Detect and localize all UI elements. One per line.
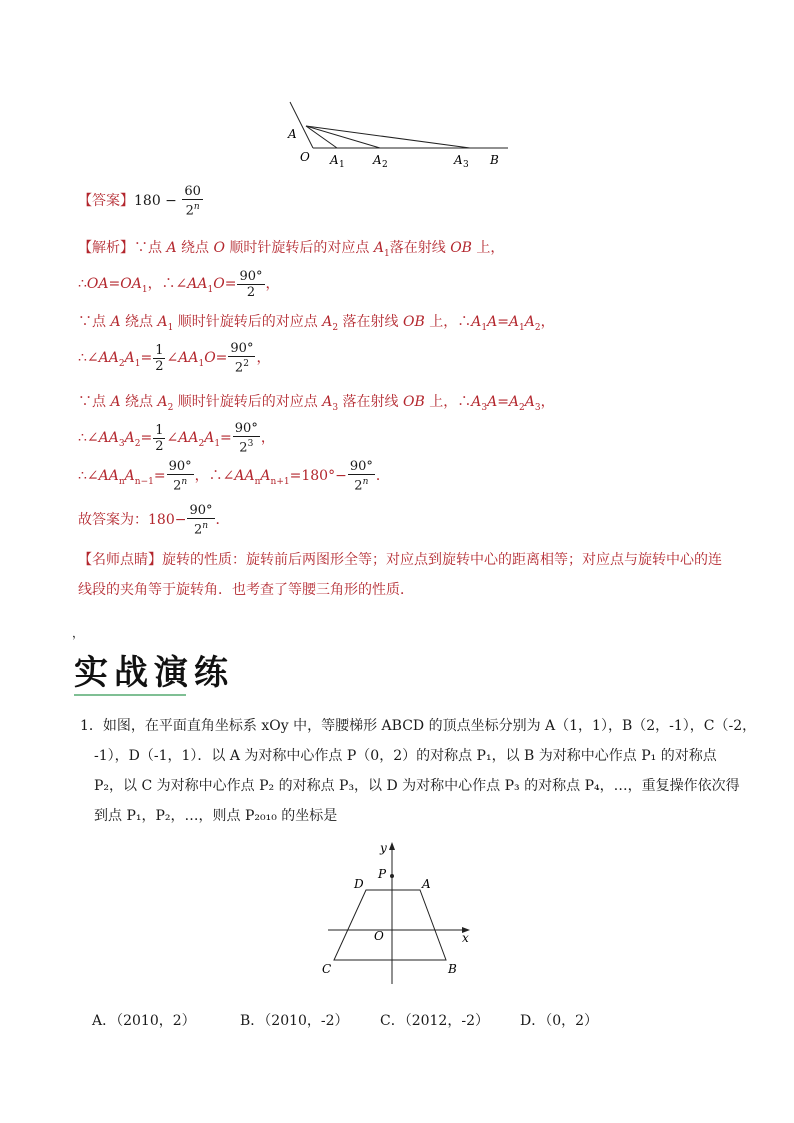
point-p: [390, 874, 394, 878]
section-title: 实战演练: [74, 653, 234, 693]
coordinate-figure: [320, 838, 480, 988]
option-a[interactable]: A．（2010，2）: [92, 1013, 196, 1029]
fraction-90-2cube: $\frac{90^\circ}{2^3}$: [234, 420, 258, 456]
label-a3-sub: 3: [463, 160, 469, 170]
label-b: B: [490, 153, 499, 167]
label-d: D: [354, 877, 364, 891]
question-line-4: 到点 P₁，P₂，…，则点 P₂₀₁₀ 的坐标是: [94, 808, 338, 824]
label-o: O: [300, 150, 310, 164]
label-a1-sub: 1: [339, 160, 345, 170]
tip-line-2: 线段的夹角等于旋转角．也考查了等腰三角形的性质．: [78, 582, 414, 598]
label-a2-sub: 2: [382, 160, 388, 170]
analysis-line-6: $\therefore\angle AA_3A_2=$ $\frac{1}{2}$ $\angle AA_2A_1=$ $\frac{90^\circ}{2^3}$ ，: [78, 420, 275, 456]
rotation-figure: [280, 98, 520, 178]
section-underline: [74, 694, 186, 696]
analysis-line-2: $\therefore OA=OA_1$，$\therefore\angle AA_1O=$ $\frac{90^\circ}{2}$ ，: [78, 268, 280, 300]
analysis-line-3: ∵点 A 绕点 $A_1$ 顺时针旋转后的对应点 $A_2$ 落在射线 OB 上，$\therefore A_1A=A_1A_2$，: [78, 314, 555, 333]
trapezoid-abcd: [334, 890, 446, 960]
label-a: A: [422, 877, 431, 891]
answer-line: [78, 184, 204, 218]
fraction-90-2: $\frac{90^\circ}{2}$: [239, 268, 263, 300]
analysis-line-5: ∵点 A 绕点 $A_2$ 顺时针旋转后的对应点 $A_3$ 落在射线 OB 上，$\therefore A_3A=A_2A_3$，: [78, 394, 555, 413]
label-p: P: [378, 867, 387, 881]
analysis-line-7: $\therefore\angle AA_nA_{n-1}=$ $\frac{90^\circ}{2^n}$ ，$\therefore\angle AA_nA_{n+1}=180^\circ-$ $\frac{90^\circ}{2^n}$ ．: [78, 458, 390, 494]
segment-a-a3: [306, 126, 470, 148]
label-a2: A: [373, 153, 382, 167]
question-line-2: -1），D（-1，1）．以 A 为对称中心作点 P（0，2）的对称点 P₁，以 B 为对称中心作点 P₁ 的对称点: [94, 748, 717, 764]
label-x: x: [462, 931, 469, 945]
fraction-90-2sq: $\frac{90^\circ}{2^2}$: [230, 340, 254, 376]
tip-line-1: 【名师点睛】旋转的性质：旋转前后两图形全等；对应点到旋转中心的距离相等；对应点与旋转中心的连: [78, 552, 722, 568]
answer-lead: 180 −: [134, 193, 182, 210]
label-b: B: [448, 962, 457, 976]
analysis-line-1: 【解析】∵点 A 绕点 O 顺时针旋转后的对应点 $A_1$落在射线 OB 上，: [78, 240, 505, 259]
question-line-1: 1．如图，在平面直角坐标系 xOy 中，等腰梯形 ABCD 的顶点坐标分别为 A（1，1），B（2，-1），C（-2，: [80, 718, 757, 734]
label-a: A: [288, 127, 297, 141]
label-c: C: [322, 962, 332, 976]
analysis-line-8: 故答案为：180− $\frac{90^\circ}{2^n}$ ．: [78, 502, 230, 538]
analysis-line-4: $\therefore\angle AA_2A_1=$ $\frac{1}{2}$ $\angle AA_1O=$ $\frac{90^\circ}{2^2}$ ，: [78, 340, 271, 376]
label-y: y: [380, 841, 387, 855]
answer-fraction: $\frac{60}{2^n}$: [184, 184, 201, 219]
segment-a-a2: [306, 126, 380, 148]
fraction-90-2n-b: $\frac{90^\circ}{2^n}$: [349, 458, 373, 494]
ray-oa: [290, 102, 313, 148]
option-d[interactable]: D．（0，2）: [520, 1013, 599, 1029]
label-a1: A: [330, 153, 339, 167]
answer-tag: 【答案】: [78, 193, 134, 210]
fraction-half-2: $\frac{1}{2}$: [155, 422, 164, 454]
question-line-3: P₂，以 C 为对称中心作点 P₂ 的对称点 P₃，以 D 为对称中心作点 P₃ 的对称点 P₄，…，重复操作依次得: [94, 778, 740, 794]
label-o: O: [374, 929, 384, 943]
stray-mark: ，: [72, 626, 85, 640]
option-b[interactable]: B．（2010，-2）: [240, 1013, 349, 1029]
fraction-90-2n-a: $\frac{90^\circ}{2^n}$: [168, 458, 192, 494]
option-c[interactable]: C．（2012，-2）: [380, 1013, 489, 1029]
y-axis-arrow: [389, 842, 395, 850]
fraction-90-2n-c: $\frac{90^\circ}{2^n}$: [189, 502, 213, 538]
label-a3: A: [454, 153, 463, 167]
fraction-half-1: $\frac{1}{2}$: [155, 342, 164, 374]
